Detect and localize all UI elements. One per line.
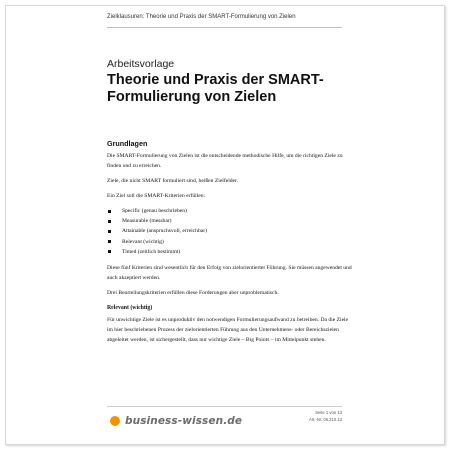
page-meta [300, 410, 342, 423]
document-title: Theorie und Praxis der SMART-Formulierung von Zielen [107, 72, 324, 105]
bullet-icon [108, 240, 111, 243]
brand-logo [110, 413, 242, 429]
bullet-icon [108, 250, 111, 253]
paragraph: Ziele, die nicht SMART formuliert sind, heißen Zielfelder. [107, 178, 238, 184]
header-divider [107, 27, 342, 28]
subheading-relevant: Relevant (wichtig) [107, 305, 153, 312]
paragraph: Ein Ziel soll die SMART-Kriterien erfüllen: [107, 193, 206, 199]
list-item-text: Attainable (anspruchsvoll, erreichbar) [122, 228, 207, 235]
document-body [107, 139, 352, 350]
document-type-label: Arbeitsvorlage [107, 58, 175, 70]
list-item-text: Measurable (messbar) [122, 218, 172, 225]
list-item [107, 216, 352, 226]
bullet-icon [108, 210, 111, 213]
list-item-text: Timed (zeitlich bestimmt) [122, 248, 181, 255]
running-header: Zielklausuren: Theorie und Praxis der SMART-Formulierung von Zielen [107, 14, 296, 20]
paragraph: Die SMART-Formulierung von Zielen ist die entscheidende methodische Hilfe, um die richtigen Ziele zu finden und zu erreichen. [107, 153, 343, 169]
smart-criteria-list [107, 206, 352, 257]
list-item [107, 247, 352, 257]
brand-name: business-wissen.de [125, 415, 243, 427]
list-item [107, 237, 352, 247]
article-number: Art.-Nr. 06.210.13 [308, 416, 342, 422]
section-heading: Grundlagen [107, 139, 148, 148]
list-item [107, 226, 352, 236]
list-item-text: Relevant (wichtig) [122, 238, 164, 245]
paragraph: Drei Beurteilungskriterien erfüllen diese Forderungen aber unproblematisch. [107, 290, 279, 297]
list-item [107, 206, 352, 216]
bullet-icon [108, 220, 111, 223]
list-item-text: Specific (genau beschrieben) [122, 208, 187, 214]
footer-divider [107, 406, 342, 407]
paragraph: Diese fünf Kriterien sind wesentlich für den Erfolg von zielorientierter Führung. Sie müssen angewendet und auch akzeptiert werden. [107, 265, 352, 282]
page-number: Seite 1 von 13 [315, 410, 342, 415]
brand-dot-icon [110, 416, 120, 426]
paragraph: Für unwichtige Ziele ist es unproduktiv den notwendigen Formulierungsaufwand zu betreiben. Da die Ziele im hier beschriebenen Prozess der zielorientierten Führung aus den Unternehmens- oder Bereichszielen abgeleitet werden, ist sichergestellt, dass nur wichtige Ziele – Big Points – im Mittelpunkt stehen. [107, 317, 349, 344]
bullet-icon [108, 230, 111, 233]
